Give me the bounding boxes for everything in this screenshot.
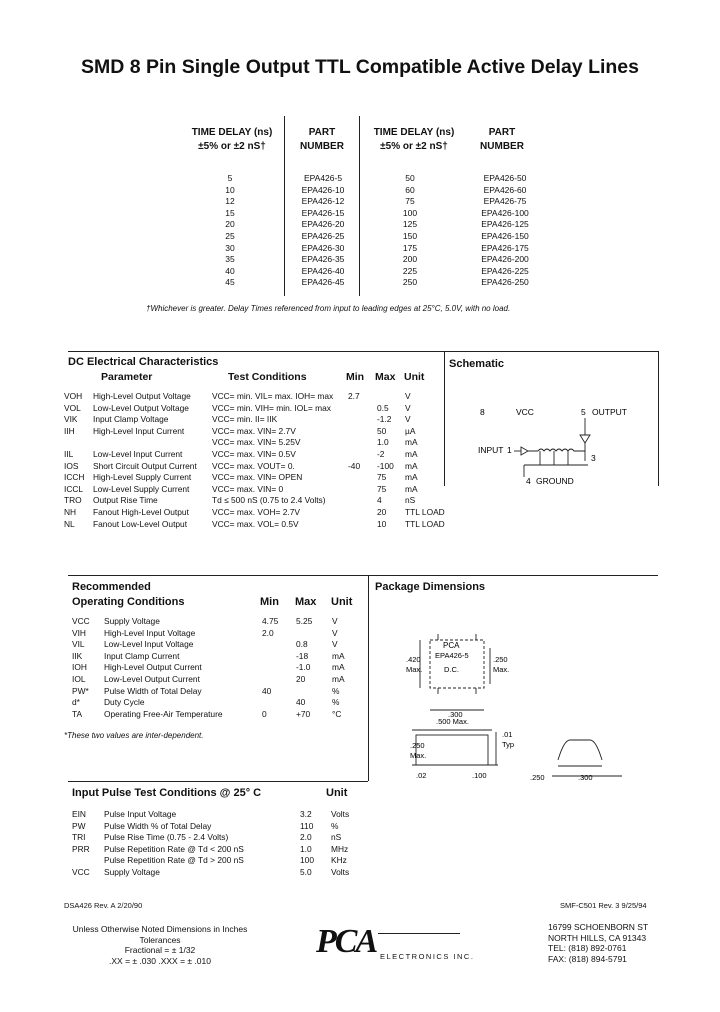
dc-max-header: Max [375,371,396,383]
rec-symbol: PW* [72,685,89,696]
dc-parameter: Output Rise Time [93,495,158,506]
table-cell: 5 [227,173,233,183]
right-delays [380,173,440,289]
rec-symbol: VCC [72,616,90,626]
rec-min: 2.0 [262,627,274,638]
table-cell: EPA426-175 [481,242,529,253]
dc-unit: V [405,402,411,413]
table-cell: EPA426-10 [301,184,345,195]
pulse-unit-header: Unit [326,787,348,799]
pin4-label: 4 [526,476,531,486]
pin8-label: 8 [480,407,485,417]
dc-symbol: VOH [64,391,83,401]
rec-symbol: IOH [72,662,87,673]
rec-symbol: TA [72,708,83,719]
pulse-unit: KHz [331,855,347,866]
pulse-parameter: Pulse Input Voltage [104,809,177,819]
dc-parameter: Fanout High-Level Output [93,507,189,517]
dc-max: -1.2 [377,414,392,425]
part-header-2: PART NUMBER [480,127,524,152]
package-title: Package Dimensions [375,581,486,593]
pulse-symbol: PRR [72,843,90,854]
table-cell: EPA426-250 [481,277,529,288]
dim-typ-2: Typ [502,740,515,749]
dc-parameter: Low-Level Supply Current [93,483,190,494]
dc-test-condition: VCC= max. VIN= 0 [212,483,284,494]
dc-min: -40 [348,460,361,471]
table-cell: 175 [402,242,418,253]
dc-max: 20 [377,507,387,517]
rec-symbol: VIL [72,639,85,650]
pulse-parameter: Pulse Rise Time (0.75 - 2.4 Volts) [104,832,229,843]
pulse-symbol: TRI [72,832,86,843]
dc-test-condition: VCC= min. VIH= min. IOL= max [212,402,331,413]
dc-symbol: NL [64,518,75,529]
pulse-title: Input Pulse Test Conditions @ 25° C [72,787,262,799]
rec-min: 4.75 [262,616,279,626]
dc-unit: TTL LOAD [405,518,445,529]
dc-test-condition: VCC= max. VIN= 2.7V [212,425,296,436]
dim-body-2: Max. [410,751,427,760]
right-parts [470,173,540,289]
rec-max: 0.8 [296,639,308,650]
pulse-symbol: EIN [72,809,86,819]
pulse-parameter: Pulse Repetition Rate @ Td < 200 nS [104,843,244,854]
dc-parameter: Low-Level Input Current [93,449,183,459]
dc-parameter: High-Level Supply Current [93,472,192,483]
part-header: PART NUMBER [300,127,344,152]
divider [368,575,369,781]
rec-symbol: IIK [72,650,83,661]
chip-line-3: D.C. [444,665,459,674]
delay-header-2: TIME DELAY (ns) ±5% or ±2 nS† [373,127,455,152]
rec-unit: % [332,685,340,696]
table-cell: EPA426-225 [481,265,529,276]
rec-parameter: Low-Level Output Current [104,674,200,684]
divider [284,116,285,296]
dc-max: 10 [377,518,387,529]
pulse-value: 110 [300,820,314,831]
dc-max: 50 [377,425,387,436]
dc-min-header: Min [346,371,365,383]
rec-unit: mA [332,662,345,673]
rec-parameter: Low-Level Input Voltage [104,639,194,650]
dc-unit: V [405,391,411,401]
table-cell: EPA426-150 [481,230,529,241]
dc-symbol: IIH [64,425,75,436]
dc-test-condition: VCC= max. VIN= 0.5V [212,449,296,459]
table-cell: EPA426-75 [483,196,527,207]
dim-height-right: .250 [493,655,508,664]
package-drawing [372,600,662,790]
table-cell: 40 [225,265,235,276]
dim-height-right-2: Max. [493,665,510,674]
table-cell: EPA426-12 [301,196,345,207]
dc-title: DC Electrical Characteristics [68,356,219,368]
rec-unit: mA [332,674,345,684]
rec-min-header: Min [260,596,279,608]
table-cell: EPA426-40 [301,265,345,276]
rec-max: 5.25 [296,616,313,626]
dim-pitch: .300 [448,710,463,719]
output-label: OUTPUT [592,407,627,417]
schematic-lines [514,418,590,477]
rec-unit: °C [332,708,342,719]
logo-rule [378,933,460,934]
table-cell: EPA426-200 [481,254,529,265]
dc-test-condition: Td ≤ 500 nS (0.75 to 2.4 Volts) [212,495,326,506]
dc-unit: TTL LOAD [405,507,445,517]
dc-test-condition: VCC= max. VOUT= 0. [212,460,295,471]
dc-test-condition: VCC= max. VIN= 5.25V [212,437,301,448]
rec-unit: V [332,616,338,626]
dc-unit: mA [405,449,418,459]
dim-side-2: .300 [578,773,593,782]
chip-line-1: PCA [443,641,460,650]
table-cell: 15 [225,207,235,218]
table-cell: 10 [225,184,235,195]
dc-max: -100 [377,460,394,471]
schematic-title: Schematic [449,358,505,370]
pulse-value: 2.0 [300,832,312,843]
dc-unit-header: Unit [404,371,425,383]
rec-max: -18 [296,650,309,661]
pulse-value: 5.0 [300,867,312,877]
dc-parameter-header: Parameter [101,371,153,383]
dc-symbol: TRO [64,495,82,506]
pin3-label: 3 [591,453,596,463]
rec-unit: V [332,627,338,638]
divider [359,116,360,296]
table-cell: EPA426-60 [483,184,527,195]
rec-max-header: Max [295,596,317,608]
table-cell: 45 [225,277,235,288]
dc-unit: µA [405,425,416,436]
left-delays [200,173,260,289]
rec-parameter: Input Clamp Current [104,650,180,661]
pulse-unit: Volts [331,867,350,877]
doc-code-right: SMF-C501 Rev. 3 9/25/94 [560,901,647,910]
dc-test-header: Test Conditions [228,371,307,383]
dim-height-left-2: Max. [406,665,423,674]
pulse-unit: nS [331,832,342,843]
dc-test-condition: VCC= max. VOL= 0.5V [212,518,299,529]
pulse-unit: MHz [331,843,349,854]
dc-test-condition: VCC= max. VOH= 2.7V [212,507,300,517]
schematic-frame [658,351,659,486]
rule [68,575,658,576]
table-cell: 125 [402,219,418,230]
dc-symbol: VIK [64,414,78,425]
dc-max: 75 [377,472,387,483]
dim-lead: .02 [416,771,427,780]
dc-parameter: Input Clamp Voltage [93,414,169,425]
table-cell: 35 [225,254,235,265]
table-cell: EPA426-5 [303,173,343,183]
dc-min: 2.7 [348,391,360,401]
table-cell: EPA426-100 [481,207,529,218]
rec-unit: V [332,639,338,650]
dim-typ: .01 [502,730,513,739]
page-title: SMD 8 Pin Single Output TTL Compatible Active Delay Lines [81,56,639,78]
dc-parameter: High-Level Input Current [93,425,185,436]
table-cell: 250 [402,277,418,288]
schematic-diagram [444,395,658,490]
address-block: 16799 SCHOENBORN ST NORTH HILLS, CA 91343 TEL: (818) 892-0761 FAX: (818) 894-5791 [548,922,649,964]
rec-max: +70 [296,708,311,719]
pulse-symbol: VCC [72,867,90,877]
dc-symbol: NH [64,507,77,517]
table-cell: EPA426-35 [301,254,345,265]
table-cell: EPA426-30 [301,242,345,253]
rec-unit: % [332,697,340,708]
company-logo: PCA [316,923,377,960]
table-cell: 100 [402,207,418,218]
pulse-value: 100 [300,855,314,866]
dim-lead-2: .100 [472,771,487,780]
table-cell: 225 [402,265,418,276]
rec-parameter: Operating Free-Air Temperature [104,708,223,719]
vcc-label: VCC [516,407,534,417]
rec-max: 40 [296,697,306,708]
dc-test-condition: VCC= max. VIN= OPEN [212,472,303,483]
rec-parameter: Supply Voltage [104,616,160,626]
dim-side-1: .250 [530,773,545,782]
rec-max: 20 [296,674,306,684]
rec-unit: mA [332,650,345,661]
pulse-parameter: Supply Voltage [104,867,160,877]
dc-parameter: Low-Level Output Voltage [93,402,189,413]
table-cell: 30 [225,242,235,253]
dc-unit: nS [405,495,416,506]
dim-body: .250 [410,741,425,750]
table-cell: EPA426-15 [301,207,345,218]
rec-min: 0 [262,708,267,719]
dc-unit: mA [405,460,418,471]
left-parts [290,173,356,289]
rec-title-2: Operating Conditions [72,596,185,608]
dc-parameter: High-Level Output Voltage [93,391,191,401]
rec-parameter: Pulse Width of Total Delay [104,685,202,696]
dim-length: .500 Max. [436,717,469,726]
dc-symbol: ICCL [64,483,84,494]
table-cell: EPA426-50 [483,173,527,183]
rec-symbol: d* [72,697,80,708]
table-cell: 50 [405,173,415,183]
dc-test-condition: VCC= min. VIL= max. IOH= max [212,391,334,401]
company-name: ELECTRONICS INC. [380,952,475,961]
table-cell: 25 [225,230,235,241]
delay-header: TIME DELAY (ns) ±5% or ±2 nS† [191,127,273,152]
pin1-label: 1 [507,445,512,455]
ground-label: GROUND [536,476,574,486]
table-cell: EPA426-45 [301,277,345,288]
dc-unit: mA [405,483,418,494]
rec-parameter: High-Level Input Voltage [104,627,196,638]
rule [68,781,368,782]
dc-symbol: VOL [64,402,81,413]
delay-footnote: †Whichever is greater. Delay Times referenced from input to leading edges at 25°C, 5.0V, with no load. [146,304,511,313]
pulse-value: 3.2 [300,809,312,819]
pulse-parameter: Pulse Repetition Rate @ Td > 200 nS [104,855,244,866]
table-cell: EPA426-25 [301,230,345,241]
rec-note: *These two values are inter-dependent. [64,731,204,740]
dc-unit: mA [405,472,418,483]
pulse-value: 1.0 [300,843,312,854]
dc-max: 0.5 [377,402,389,413]
dc-unit: V [405,414,411,425]
rec-symbol: IOL [72,674,86,684]
tolerance-block: Unless Otherwise Noted Dimensions in Inches Tolerances Fractional = ± 1/32 .XX = ± .030 .XXX = ± .010 [72,924,248,966]
table-cell: 150 [402,230,418,241]
pulse-unit: Volts [331,809,350,819]
chip-line-2: EPA426-5 [435,651,469,660]
dc-symbol: ICCH [64,472,85,483]
dim-height-left: .420 [406,655,421,664]
dc-max: 4 [377,495,382,506]
table-cell: EPA426-20 [301,219,345,230]
dc-parameter: Fanout Low-Level Output [93,518,188,529]
dc-symbol: IOS [64,460,79,471]
table-cell: 20 [225,219,235,230]
table-cell: 12 [225,196,235,207]
pulse-symbol: PW [72,820,86,831]
dc-parameter: Short Circuit Output Current [93,460,197,471]
dc-symbol: IIL [64,449,74,459]
doc-code-left: DSA426 Rev. A 2/20/90 [64,901,143,910]
rec-parameter: High-Level Output Current [104,662,202,673]
rec-symbol: VIH [72,627,86,638]
rec-unit-header: Unit [331,596,353,608]
pulse-unit: % [331,820,339,831]
table-cell: 60 [405,184,415,195]
dc-test-condition: VCC= min. II= IIK [212,414,278,425]
dc-max: -2 [377,449,385,459]
rec-title-1: Recommended [72,581,151,593]
rule [68,351,658,352]
rec-max: -1.0 [296,662,311,673]
rec-parameter: Duty Cycle [104,697,145,708]
input-label: INPUT [478,445,504,455]
table-cell: 75 [405,196,415,207]
table-cell: EPA426-125 [481,219,529,230]
pin5-label: 5 [581,407,586,417]
rec-min: 40 [262,685,272,696]
table-cell: 200 [402,254,418,265]
dc-max: 1.0 [377,437,389,448]
pulse-parameter: Pulse Width % of Total Delay [104,820,212,831]
dc-max: 75 [377,483,387,494]
dc-unit: mA [405,437,418,448]
